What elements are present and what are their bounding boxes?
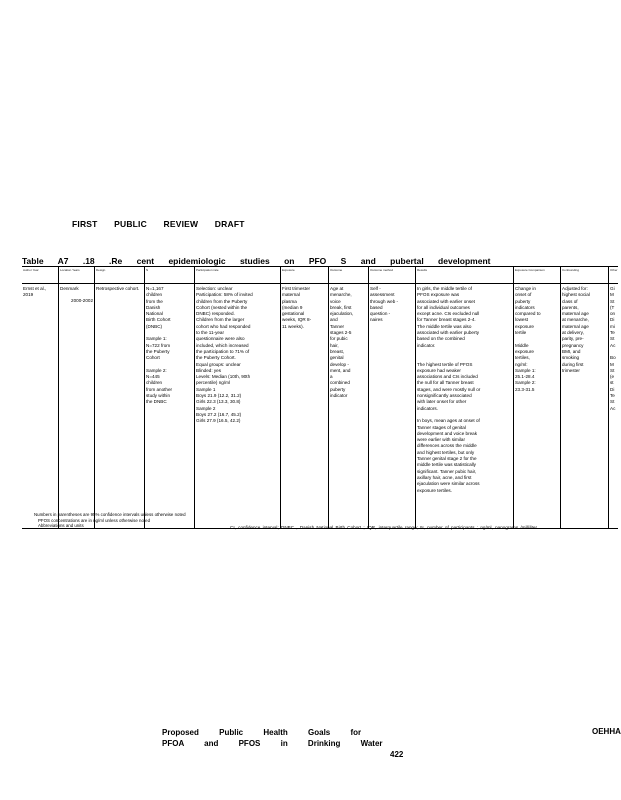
- cell-line: a: [330, 374, 333, 380]
- cell-line: St: [610, 367, 615, 373]
- cell-line: N=445: [146, 374, 160, 380]
- cell-line: the participation to 71% of: [196, 348, 250, 354]
- cell-line: Di: [610, 386, 615, 392]
- cell-line: Change in: [515, 286, 536, 291]
- cell-line: and: [330, 317, 338, 323]
- cell-line: lowest: [515, 317, 529, 323]
- cell-line: differences across the middle: [417, 443, 477, 449]
- cell-line: Equal groups: unclear: [196, 361, 241, 367]
- cell-line: children: [146, 380, 163, 386]
- cell-line: study within: [146, 393, 171, 399]
- cell-line: menarche,: [330, 292, 352, 298]
- cell-line: In girls, the middle tertile of: [417, 286, 472, 291]
- header-location: Location Years: [60, 268, 80, 272]
- cell-line: children from the Puberty: [196, 298, 248, 304]
- cell-line: Sample 2: [196, 405, 216, 411]
- cell-line: ng/ml:: [515, 361, 528, 367]
- cell-line: parents,: [562, 304, 579, 310]
- cell-line: for all individual outcomes: [417, 304, 470, 310]
- cell-line: St: [610, 399, 615, 405]
- cell-design: [96, 286, 143, 292]
- cell-line: develop -: [330, 361, 349, 367]
- header-design: Design: [96, 268, 106, 272]
- cell-line: voice: [330, 298, 341, 304]
- cell-line: DNBC) responded.: [196, 311, 235, 317]
- cell-line: at delivery,: [562, 330, 584, 336]
- cell-line: N=722 from: [146, 342, 171, 348]
- header-exposure: Exposure: [282, 268, 295, 272]
- cell-line: at menarche,: [562, 317, 589, 323]
- cell-line: included, which increased: [196, 342, 249, 348]
- cell-line: Tanner stages of genital: [417, 424, 466, 430]
- cell-line: (e: [610, 374, 615, 380]
- cell-line: M: [610, 292, 614, 298]
- cell-line: indicators: [515, 304, 535, 310]
- cell-line: Sample 2:: [515, 380, 536, 386]
- header-n: N: [146, 268, 149, 272]
- cell-participation: [196, 286, 279, 425]
- cell-line: associated with earlier puberty: [417, 330, 480, 336]
- cell-line: break, first: [330, 304, 352, 310]
- cell-line: In boys, mean ages at onset of: [417, 418, 480, 424]
- cell-line: Te: [610, 393, 615, 399]
- cell-line: Tanner: [330, 323, 345, 329]
- cell-line: Children from the larger: [196, 317, 245, 323]
- cell-line: smoking: [562, 355, 580, 361]
- cell-line: 25.1-28.4: [515, 374, 535, 380]
- cell-line: M: [610, 361, 614, 367]
- location-text: Denmark: [60, 286, 79, 291]
- cell-line: gestational: [282, 311, 305, 317]
- header-participation: Participation rate: [196, 268, 219, 272]
- cell-line: maternal: [282, 292, 300, 298]
- table-header-row: [22, 267, 618, 284]
- cell-line: significant. Tanner pubic hair,: [417, 468, 477, 474]
- footer-agency: OEHHA: [592, 727, 621, 736]
- cell-line: First trimester: [282, 286, 311, 291]
- cell-line: Te: [610, 330, 615, 336]
- cell-line: children: [146, 292, 163, 298]
- cell-line: naires: [370, 317, 383, 323]
- cell-line: Selection: unclear: [196, 286, 233, 291]
- cell-line: Sample 1:: [146, 336, 167, 342]
- cell-other: [610, 286, 620, 412]
- years-text: 2000-2002: [71, 298, 93, 304]
- cell-line: the null for all Tanner breast: [417, 380, 474, 386]
- cell-line: 23.3-31.5: [515, 386, 535, 392]
- cell-line: Boys 21.9 (12.2, 31.2): [196, 393, 242, 399]
- cell-line: Girls 27.9 (16.5, 42.2): [196, 418, 241, 424]
- author-text: Ernst et al., 2019: [23, 286, 47, 298]
- table-row: [22, 284, 618, 529]
- cell-line: puberty: [515, 298, 531, 304]
- cell-line: Cohort: [146, 355, 160, 361]
- cell-line: associations and CIs included: [417, 374, 478, 380]
- footer-line2: PFOA and PFOS in Drinking Water: [162, 739, 383, 748]
- cell-line: mi: [610, 323, 615, 329]
- cell-line: National: [146, 311, 163, 317]
- table-caption: Table A7 .18 .Re cent epidemiologic studies on PFO S and pubertal development: [22, 256, 491, 266]
- cell-line: (T: [610, 304, 615, 310]
- footer-title: [162, 727, 383, 749]
- cell-line: cohort who had responded: [196, 323, 251, 329]
- cell-line: Adjusted for:: [562, 286, 588, 291]
- cell-line: Girls 22.3 (13.3, 30.8): [196, 399, 241, 405]
- cell-line: St: [610, 298, 615, 304]
- note-abbrev-label: Abbreviations and units: [38, 523, 84, 529]
- cell-line: puberty: [330, 386, 346, 392]
- note-units: PFOS concentrations are in ng/ml unless otherwise noted: [38, 517, 151, 523]
- cell-line: through web -: [370, 298, 399, 304]
- cell-outcome-method: [370, 286, 414, 324]
- cell-line: Middle: [515, 342, 529, 348]
- cell-line: onset of: [515, 292, 532, 298]
- cell-line: Gi: [610, 286, 615, 291]
- cell-line: on: [610, 311, 616, 317]
- cell-line: for pubic: [330, 336, 348, 342]
- design-text: Retrospective cohort.: [96, 286, 140, 291]
- header-comparison: Exposure Comparison: [515, 268, 545, 272]
- cell-n: [146, 286, 193, 406]
- study-table: [22, 266, 618, 529]
- cell-line: middle tertile was statistically: [417, 462, 476, 468]
- cell-line: during first: [562, 361, 584, 367]
- cell-line: assessment: [370, 292, 395, 298]
- cell-line: development and voice break: [417, 430, 478, 436]
- cell-line: Blinded: yes: [196, 367, 222, 373]
- cell-line: Danish: [146, 304, 161, 310]
- cell-line: maternal age: [562, 311, 589, 317]
- cell-line: Age at: [330, 286, 344, 291]
- header-confounding: Confounding: [562, 268, 580, 272]
- cell-line: nonsignificantly associated: [417, 393, 472, 399]
- table-notes: [34, 512, 186, 529]
- cell-line: ment, and: [330, 367, 351, 373]
- cell-line: tertiles,: [515, 355, 530, 361]
- cell-line: combined: [330, 380, 350, 386]
- header-outcome: Outcome: [330, 268, 343, 272]
- header-results: Results: [417, 268, 428, 272]
- cell-line: maternal age: [562, 323, 589, 329]
- cell-line: tertile: [515, 330, 527, 336]
- cell-line: Levels: Median (10th, 90th: [196, 374, 251, 380]
- cell-line: Sample 1:: [515, 367, 536, 373]
- cell-line: indicator.: [417, 342, 436, 348]
- cell-line: N=1,167: [146, 286, 164, 291]
- cell-line: trimester: [562, 367, 580, 373]
- cell-line: the Puberty Cohort.: [196, 355, 236, 361]
- cell-line: percentile) ng/ml: [196, 380, 230, 386]
- cell-line: with later onset for other: [417, 399, 467, 405]
- cell-line: St: [610, 336, 615, 342]
- cell-line: Boys 27.2 (16.7, 45.2): [196, 411, 242, 417]
- cell-line: Di: [610, 317, 615, 323]
- cell-line: st: [610, 380, 614, 386]
- cell-line: axillary hair, acne, and first: [417, 474, 472, 480]
- cell-line: questionnaire were also: [196, 336, 245, 342]
- cell-line: Participation: 58% of invited: [196, 292, 253, 298]
- cell-line: PFOS exposure was: [417, 292, 460, 298]
- cell-line: based: [370, 304, 383, 310]
- cell-line: stages 2-5: [330, 330, 352, 336]
- cell-line: (median 9: [282, 304, 303, 310]
- cell-line: were earlier with similar: [417, 437, 465, 443]
- cell-line: weeks, IQR 8-: [282, 317, 312, 323]
- abbreviations-text: CI, confidence interval; DNBC , Danish National Birth Cohort ; IQR, interquartile range; N, number of participants ; ng/ml, nanograms /milliliter: [230, 525, 537, 530]
- header-author: Author Year: [23, 268, 39, 272]
- cell-line: Bo: [610, 355, 616, 361]
- draft-watermark-label: FIRST PUBLIC REVIEW DRAFT: [72, 219, 245, 229]
- cell-line: exposure: [515, 348, 534, 354]
- cell-line: The highest tertile of PFOS: [417, 361, 473, 367]
- cell-confounding: [562, 286, 607, 374]
- cell-line: except acne. CIs excluded null: [417, 311, 480, 317]
- header-other: Other: [610, 268, 618, 272]
- cell-line: pregnancy: [562, 342, 584, 348]
- cell-line: plasma: [282, 298, 297, 304]
- cell-line: Self -: [370, 286, 381, 291]
- cell-line: breast,: [330, 348, 345, 354]
- cell-line: The middle tertile was also: [417, 323, 472, 329]
- cell-line: for Tanner breast stages 2-4.: [417, 317, 476, 323]
- cell-line: from another: [146, 386, 173, 392]
- cell-line: hair,: [330, 342, 339, 348]
- cell-exposure: [282, 286, 327, 330]
- cell-line: exposure had weaker: [417, 367, 461, 373]
- cell-line: from the: [146, 298, 163, 304]
- cell-line: Birth Cohort: [146, 317, 171, 323]
- page-number: 422: [390, 750, 404, 759]
- cell-outcome: [330, 286, 367, 399]
- cell-line: and highest tertiles, but only: [417, 449, 475, 455]
- cell-line: 11 weeks).: [282, 323, 304, 329]
- cell-line: associated with earlier onset: [417, 298, 475, 304]
- note-ci: Numbers in parentheses are 95% confidence intervals unless otherwise noted: [34, 512, 186, 517]
- cell-line: the Puberty: [146, 348, 170, 354]
- cell-line: stages, and were mostly null or: [417, 386, 481, 392]
- cell-line: Ac: [610, 405, 616, 411]
- cell-line: Tanner genital stage 2 for the: [417, 456, 477, 462]
- cell-line: ejaculation,: [330, 311, 354, 317]
- cell-line: based on the combined: [417, 336, 465, 342]
- cell-line: BMI, and: [562, 348, 581, 354]
- cell-location: [60, 286, 93, 305]
- footer-line1: Proposed Public Health Goals for: [162, 728, 362, 737]
- cell-line: Cohort (nested within the: [196, 304, 248, 310]
- cell-line: parity, pre-: [562, 336, 584, 342]
- header-outcome-method: Outcome method: [370, 268, 394, 272]
- cell-line: exposure: [515, 323, 534, 329]
- cell-line: the DNBC: [146, 399, 167, 405]
- cell-line: Ac: [610, 342, 616, 348]
- cell-line: compared to: [515, 311, 541, 317]
- cell-line: exposure tertiles.: [417, 487, 452, 493]
- cell-line: (DNBC): [146, 323, 163, 329]
- cell-line: genital: [330, 355, 344, 361]
- cell-line: indicators.: [417, 405, 438, 411]
- cell-line: highest social: [562, 292, 590, 298]
- cell-line: ejaculation were similar across: [417, 481, 480, 487]
- cell-line: Sample 1: [196, 386, 216, 392]
- cell-author: [23, 286, 57, 299]
- cell-results: [417, 286, 512, 494]
- cell-line: class of: [562, 298, 578, 304]
- cell-line: indicator: [330, 393, 348, 399]
- cell-line: Sample 2:: [146, 367, 167, 373]
- cell-comparison: [515, 286, 559, 393]
- cell-line: to the 11-year: [196, 330, 225, 336]
- cell-line: question -: [370, 311, 391, 317]
